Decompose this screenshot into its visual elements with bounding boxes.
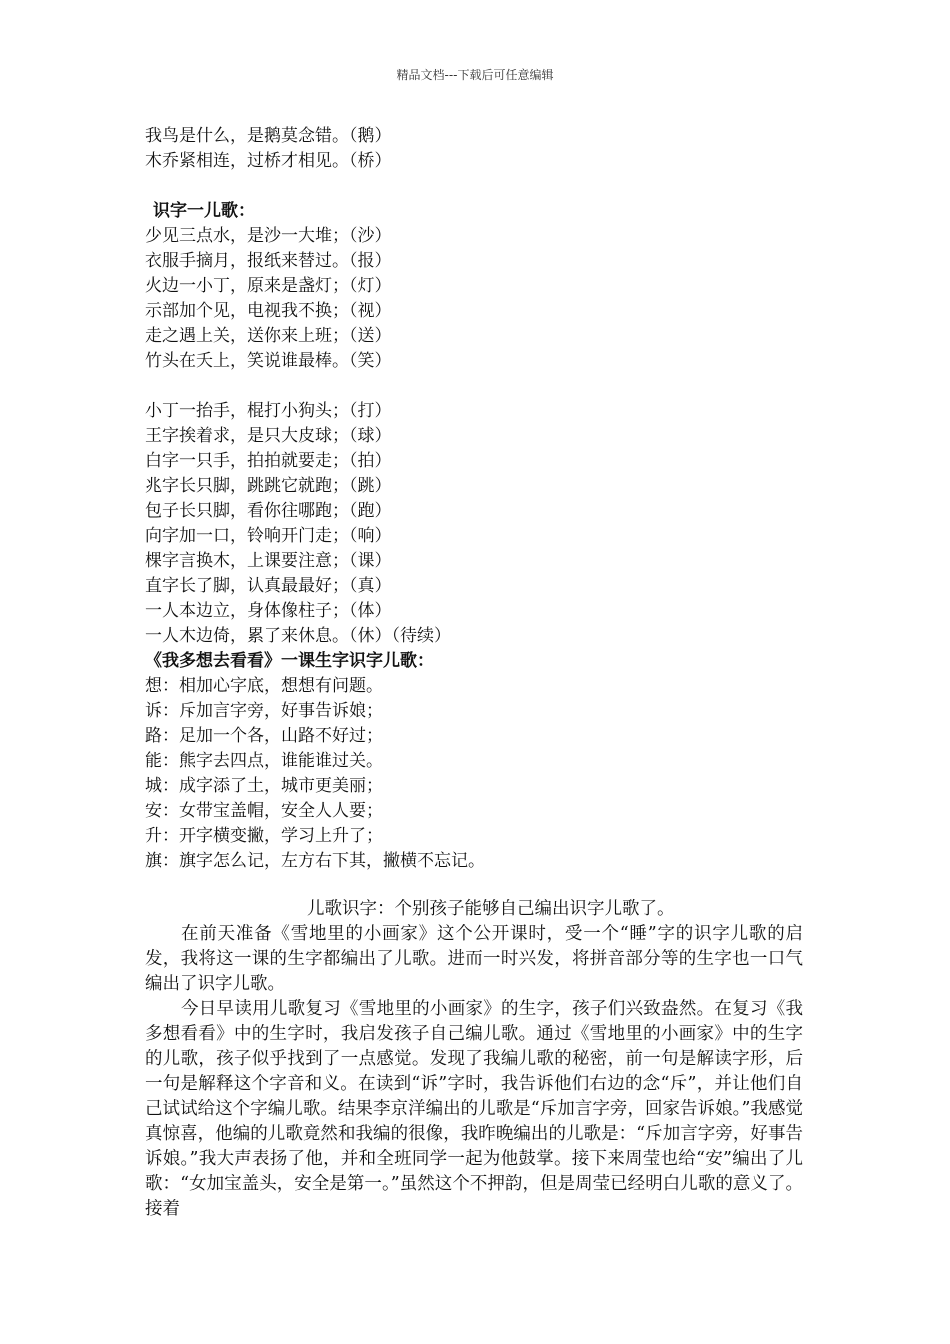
section-title: 《我多想去看看》一课生字识字儿歌：	[145, 651, 434, 671]
essay-paragraph: 今日早读用儿歌复习《雪地里的小画家》的生字，孩子们兴致盎然。在复习《我多想看看》中的生字时，我启发孩子自己编儿歌。通过《雪地里的小画家》中的生字的儿歌，孩子似乎找到了一点感觉。发现了我编儿歌的秘密，前一句是解读字形，后一句是解释这个字音和义。在读到“诉”字时，我告诉他们右边的念“斥”，并让他们自己试试给这个字编儿歌。结果李京洋编出的儿歌是“斥加言字旁，回家告诉娘。”我感觉真惊喜，他编的儿歌竟然和我编的很像，我昨晚编出的儿歌是：“斥加言字旁，好事告诉娘。”我大声表扬了他，并和全班同学一起为他鼓掌。接下来周莹也给“安”编出了儿歌：“女加宝盖头，安全是第一。”虽然这个不押韵，但是周莹已经明白儿歌的意义了。接着	[145, 999, 803, 1219]
essay-title: 儿歌识字：个别孩子能够自己编出识字儿歌了。	[307, 899, 675, 919]
rhyme-line: 火边一小丁，原来是盏灯；（灯）	[145, 276, 392, 296]
essay-paragraph: 在前天准备《雪地里的小画家》这个公开课时，受一个“睡”字的识字儿歌的启发，我将这一课的生字都编出了儿歌。进而一时兴发，将拼音部分等的生字也一口气编出了识字儿歌。	[145, 924, 803, 994]
rhyme-line: 诉：斥加言字旁，好事告诉娘；	[145, 701, 383, 721]
rhyme-line: 旗：旗字怎么记，左方右下其，撇横不忘记。	[145, 851, 485, 871]
rhyme-line: 竹头在夭上，笑说谁最棒。（笑）	[145, 351, 392, 371]
rhyme-line: 升：开字横变撇，学习上升了；	[145, 826, 383, 846]
rhyme-line: 一人本边立，身体像柱子；（体）	[145, 601, 392, 621]
rhyme-line: 棵字言换木，上课要注意；（课）	[145, 551, 392, 571]
rhyme-line: 想：相加心字底，想想有问题。	[145, 676, 383, 696]
rhyme-line: 包子长只脚，看你往哪跑；（跑）	[145, 501, 392, 521]
rhyme-line: 能：熊字去四点，谁能谁过关。	[145, 751, 383, 771]
rhyme-line: 城：成字添了土，城市更美丽；	[145, 776, 383, 796]
rhyme-line: 兆字长只脚，跳跳它就跑；（跳）	[145, 476, 392, 496]
rhyme-line: 小丁一抬手，棍打小狗头；（打）	[145, 401, 392, 421]
riddle-line: 木乔紧相连，过桥才相见。（桥）	[145, 151, 392, 171]
rhyme-line: 一人木边倚，累了来休息。（休）（待续）	[145, 626, 451, 646]
rhyme-line: 衣服手摘月，报纸来替过。（报）	[145, 251, 392, 271]
rhyme-line: 路：足加一个各，山路不好过；	[145, 726, 383, 746]
rhyme-line: 直字长了脚，认真最最好；（真）	[145, 576, 392, 596]
rhyme-line: 走之遇上关，送你来上班；（送）	[145, 326, 392, 346]
rhyme-line: 向字加一口，铃响开门走；（响）	[145, 526, 392, 546]
rhyme-line: 白字一只手，拍拍就要走；（拍）	[145, 451, 392, 471]
rhyme-line: 安：女带宝盖帽，安全人人要；	[145, 801, 383, 821]
rhyme-line: 少见三点水，是沙一大堆；（沙）	[145, 226, 392, 246]
page-header: 精品文档---下载后可任意编辑	[396, 68, 554, 82]
rhyme-line: 王字挨着求，是只大皮球；（球）	[145, 426, 392, 446]
rhyme-line: 示部加个见，电视我不换；（视）	[145, 301, 392, 321]
section-title: 识字一儿歌：	[153, 201, 255, 221]
riddle-line: 我鸟是什么，是鹅莫念错。（鹅）	[145, 126, 392, 146]
